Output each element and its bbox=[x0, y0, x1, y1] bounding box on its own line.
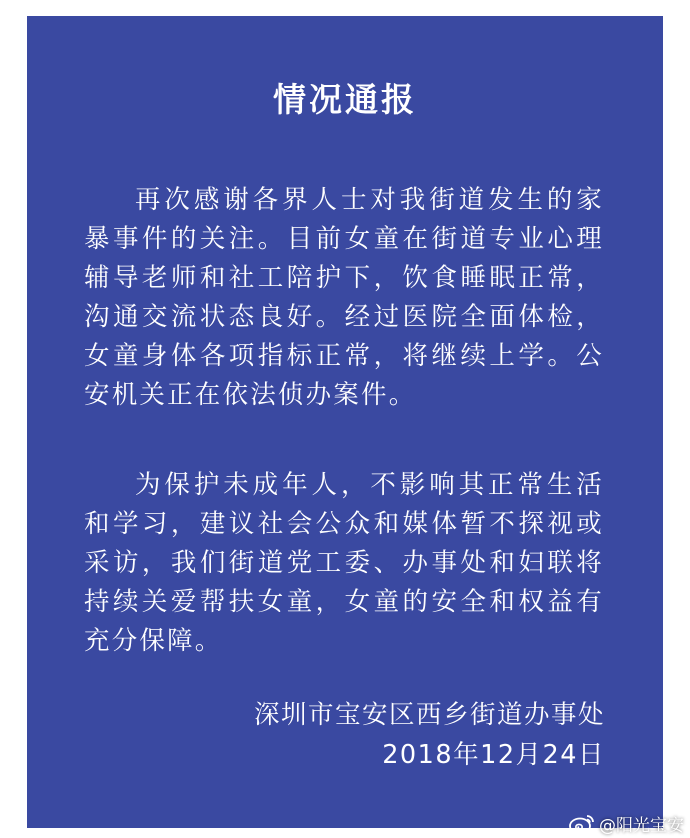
notice-paragraph-1: 再次感谢各界人士对我街道发生的家暴事件的关注。目前女童在街道专业心理辅导老师和社工陪护下，饮食睡眠正常，沟通交流状态良好。经过医院全面体检，女童身体各项指标正常，将继续上学。公安机关正在依法侦办案件。 bbox=[84, 185, 604, 410]
notice-title: 情况通报 bbox=[273, 80, 417, 119]
weibo-icon bbox=[569, 813, 595, 835]
signature-organization: 深圳市宝安区西乡街道办事处 bbox=[253, 700, 605, 730]
weibo-watermark bbox=[569, 811, 684, 836]
signature-date: 2018年12月24日 bbox=[382, 740, 605, 770]
notice-panel bbox=[27, 16, 663, 828]
notice-paragraph-2: 为保护未成年人，不影响其正常生活和学习，建议社会公众和媒体暂不探视或采访，我们街道党工委、办事处和妇联将持续关爱帮扶女童，女童的安全和权益有充分保障。 bbox=[84, 470, 604, 656]
weibo-account-label: @阳光宝安 bbox=[599, 816, 684, 836]
